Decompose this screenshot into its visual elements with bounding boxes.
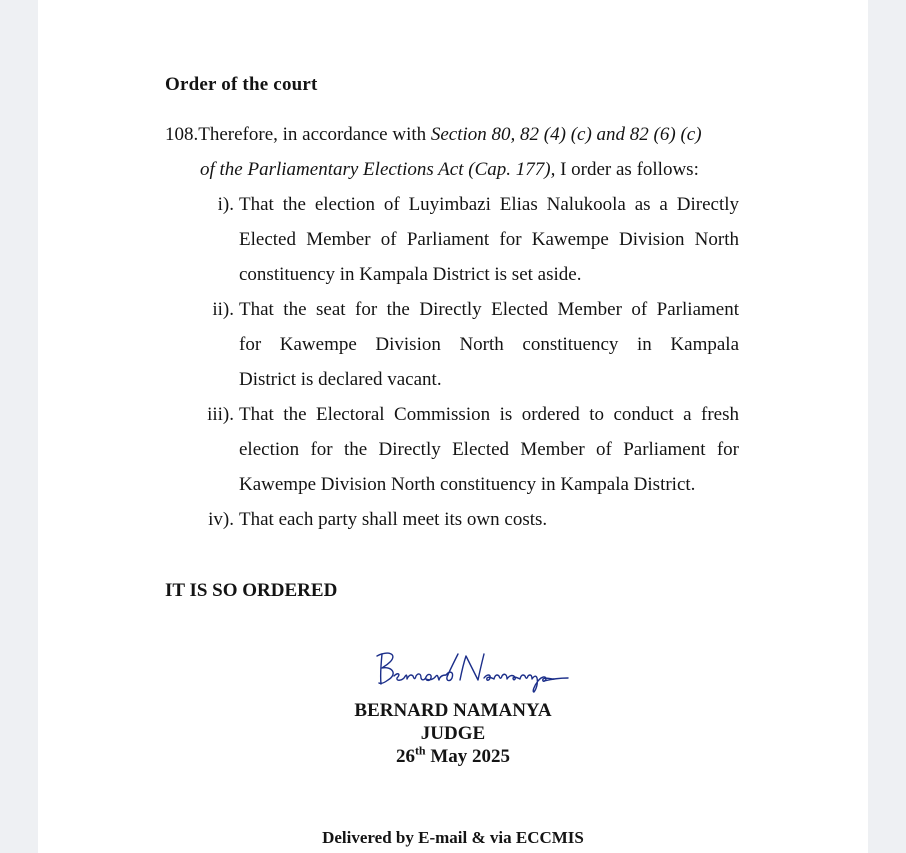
order-i-line-2: Elected Member of Parliament for Kawempe Division North (239, 229, 739, 250)
order-ii-line-1: That the seat for the Directly Elected Member of Parliament (239, 299, 739, 320)
order-label-i: i). (217, 194, 234, 215)
paragraph-first-line (165, 124, 702, 146)
order-iii-line-2: election for the Directly Elected Member of Parliament for (239, 439, 739, 460)
signatory-name: BERNARD NAMANYA (354, 700, 552, 721)
signatory-title: JUDGE (420, 723, 486, 744)
statute-reference-part2: of the Parliamentary Elections Act (Cap. 177), (200, 159, 556, 180)
order-ii-line-3: District is declared vacant. (239, 369, 442, 390)
order-iii-line-1: That the Electoral Commission is ordered to conduct a fresh (239, 404, 739, 425)
paragraph-second-line (200, 159, 699, 181)
judge-signature (374, 648, 580, 694)
date-month-year: May 2025 (425, 746, 511, 767)
order-iii-line-3: Kawempe Division North constituency in Kampala District. (239, 474, 696, 495)
paragraph-order-intro: I order as follows: (555, 159, 699, 180)
statute-reference-part1: Section 80, 82 (4) (c) and 82 (6) (c) (430, 124, 702, 145)
order-iv-line-1: That each party shall meet its own costs. (239, 509, 548, 530)
signing-date (38, 745, 868, 768)
delivery-note: Delivered by E-mail & via ECCMIS (322, 828, 584, 847)
paragraph-lead: Therefore, in accordance with (198, 124, 431, 145)
order-label-iii: iii). (207, 404, 234, 425)
order-i-line-1: That the election of Luyimbazi Elias Nalukoola as a Directly (239, 194, 739, 215)
document-page (38, 0, 868, 853)
date-day: 26 (395, 746, 415, 767)
order-i-line-3: constituency in Kampala District is set aside. (239, 264, 582, 285)
order-ii-line-2: for Kawempe Division North constituency in Kampala (239, 334, 739, 355)
section-heading: Order of the court (165, 74, 318, 95)
order-label-iv: iv). (208, 509, 234, 530)
paragraph-number: 108. (165, 124, 199, 145)
closing-statement: IT IS SO ORDERED (165, 580, 338, 601)
order-label-ii: ii). (212, 299, 234, 320)
date-suffix: th (414, 743, 426, 758)
